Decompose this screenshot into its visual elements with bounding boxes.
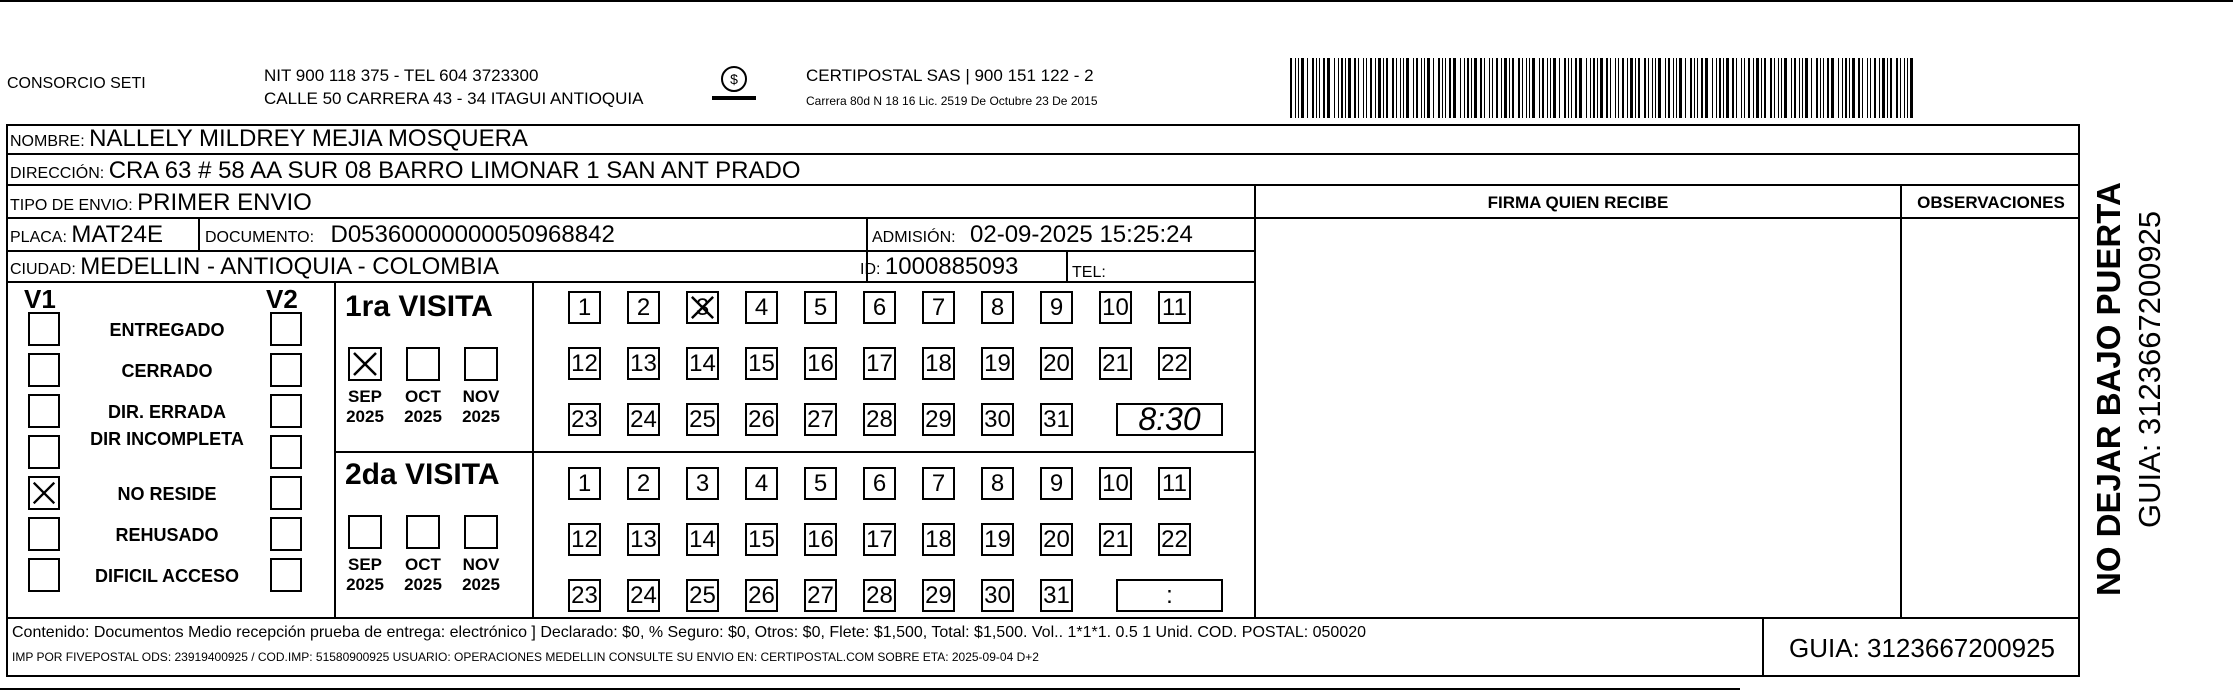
day-box-31[interactable]: 31	[1040, 579, 1073, 612]
nombre-field	[10, 125, 528, 153]
v2-checkbox-6[interactable]	[270, 558, 302, 592]
v2-label: V2	[266, 284, 298, 314]
day-box-5[interactable]: 5	[804, 467, 837, 500]
day-box-30[interactable]: 30	[981, 403, 1014, 436]
row-line-3b	[1256, 217, 2080, 219]
day-box-9[interactable]: 9	[1040, 467, 1073, 500]
day-box-7[interactable]: 7	[922, 467, 955, 500]
time-box[interactable]: 8:30	[1116, 403, 1223, 436]
day-box-30[interactable]: 30	[981, 579, 1014, 612]
month-checkbox-oct[interactable]	[406, 347, 440, 381]
day-box-21[interactable]: 21	[1099, 523, 1132, 556]
day-box-4[interactable]: 4	[745, 291, 778, 324]
day-box-9[interactable]: 9	[1040, 291, 1073, 324]
second-visit-title: 2da VISITA	[345, 458, 500, 491]
day-box-6[interactable]: 6	[863, 291, 896, 324]
day-box-8[interactable]: 8	[981, 467, 1014, 500]
month-checkbox-sep[interactable]	[348, 515, 382, 549]
status-label: DIFICIL ACCESO	[94, 566, 239, 586]
tel-divider	[1066, 250, 1068, 283]
day-box-25[interactable]: 25	[686, 579, 719, 612]
day-box-19[interactable]: 19	[981, 523, 1014, 556]
day-box-1[interactable]: 1	[568, 291, 601, 324]
first-visit-title: 1ra VISITA	[345, 290, 493, 323]
v2-checkbox-3[interactable]	[270, 435, 302, 469]
month-label: SEP 2025	[346, 387, 384, 426]
direccion-label: DIRECCIÓN:	[10, 165, 105, 182]
id-value: 1000885093	[884, 253, 1019, 280]
v2-checkbox-0[interactable]	[270, 312, 302, 346]
day-box-15[interactable]: 15	[745, 523, 778, 556]
visit-divider-left	[334, 283, 336, 617]
v1-checkbox-1[interactable]	[28, 353, 60, 387]
status-label: REHUSADO	[115, 525, 219, 545]
v2-checkbox-1[interactable]	[270, 353, 302, 387]
day-box-14[interactable]: 14	[686, 347, 719, 380]
contenido-text: Contenido: Documentos Medio recepción prueba de entrega: electrónico ] Declarado: $0, % Seguro: $0, Otros: $0, Flete: $1,500, Total: $1,500. Vol.. 1*1*1. 0.5 1 Unid. COD. POSTAL: 050020	[12, 624, 1366, 641]
day-box-19[interactable]: 19	[981, 347, 1014, 380]
day-box-2[interactable]: 2	[627, 467, 660, 500]
ciudad-field	[10, 253, 499, 281]
status-label: DIR. ERRADA	[107, 402, 226, 422]
v2-checkbox-4[interactable]	[270, 476, 302, 510]
day-box-22[interactable]: 22	[1158, 347, 1191, 380]
firma-header: FIRMA QUIEN RECIBE	[1487, 193, 1669, 212]
day-box-14[interactable]: 14	[686, 523, 719, 556]
firma-divider	[1254, 184, 1256, 617]
status-label: CERRADO	[121, 361, 213, 381]
day-box-3[interactable]: 3	[686, 467, 719, 500]
tipo-field	[10, 189, 312, 217]
day-box-3[interactable]: 3	[686, 291, 719, 324]
day-box-17[interactable]: 17	[863, 523, 896, 556]
day-box-18[interactable]: 18	[922, 523, 955, 556]
month-label: OCT 2025	[404, 555, 442, 594]
certipostal-logo	[706, 62, 762, 108]
certipostal-sub: Carrera 80d N 18 16 Lic. 2519 De Octubre 23 De 2015	[806, 94, 1098, 108]
row-line-4	[6, 250, 1256, 252]
month-checkbox-nov[interactable]	[464, 515, 498, 549]
day-box-28[interactable]: 28	[863, 579, 896, 612]
side-guia: GUIA: 3123667200925	[2132, 210, 2167, 528]
day-box-26[interactable]: 26	[745, 579, 778, 612]
nit-line: NIT 900 118 375 - TEL 604 3723300	[264, 66, 539, 85]
svg-text:$: $	[730, 71, 738, 87]
day-box-21[interactable]: 21	[1099, 347, 1132, 380]
placa-field	[10, 221, 163, 249]
side-warning: NO DEJAR BAJO PUERTA	[2090, 182, 2127, 596]
day-box-26[interactable]: 26	[745, 403, 778, 436]
day-box-5[interactable]: 5	[804, 291, 837, 324]
day-box-20[interactable]: 20	[1040, 347, 1073, 380]
day-box-28[interactable]: 28	[863, 403, 896, 436]
month-checkbox-sep[interactable]	[348, 347, 382, 381]
day-box-16[interactable]: 16	[804, 347, 837, 380]
direccion-value: CRA 63 # 58 AA SUR 08 BARRO LIMONAR 1 SAN ANT PRADO	[108, 157, 801, 184]
day-box-27[interactable]: 27	[804, 579, 837, 612]
month-label: NOV 2025	[462, 387, 500, 426]
documento-field	[205, 221, 615, 249]
barcode	[1290, 58, 1920, 118]
day-box-10[interactable]: 10	[1099, 291, 1132, 324]
day-box-11[interactable]: 11	[1158, 467, 1191, 500]
month-label: OCT 2025	[404, 387, 442, 426]
tipo-label: TIPO DE ENVIO:	[10, 197, 133, 214]
v1-checkbox-3[interactable]	[28, 435, 60, 469]
v1-checkbox-0[interactable]	[28, 312, 60, 346]
tipo-value: PRIMER ENVIO	[137, 189, 312, 216]
status-label: DIR INCOMPLETA	[90, 429, 244, 449]
day-box-29[interactable]: 29	[922, 579, 955, 612]
visit-divider-h	[334, 451, 1254, 453]
footer-line	[6, 617, 2080, 619]
day-box-12[interactable]: 12	[568, 523, 601, 556]
v2-checkbox-2[interactable]	[270, 394, 302, 428]
v1-label: V1	[24, 284, 56, 314]
day-box-4[interactable]: 4	[745, 467, 778, 500]
day-box-13[interactable]: 13	[627, 523, 660, 556]
direccion-field	[10, 157, 801, 185]
placa-divider	[198, 217, 200, 251]
v1-checkbox-5[interactable]	[28, 517, 60, 551]
day-box-27[interactable]: 27	[804, 403, 837, 436]
v1-checkbox-4[interactable]	[28, 476, 60, 510]
address-line: CALLE 50 CARRERA 43 - 34 ITAGUI ANTIOQUIA	[264, 89, 644, 108]
month-checkbox-nov[interactable]	[464, 347, 498, 381]
top-rule	[0, 0, 2233, 2]
certipostal-line: CERTIPOSTAL SAS | 900 151 122 - 2	[806, 66, 1094, 85]
day-box-22[interactable]: 22	[1158, 523, 1191, 556]
day-box-31[interactable]: 31	[1040, 403, 1073, 436]
day-box-23[interactable]: 23	[568, 579, 601, 612]
admision-value: 02-09-2025 15:25:24	[970, 221, 1193, 248]
observaciones-header: OBSERVACIONES	[1917, 193, 2065, 212]
day-box-1[interactable]: 1	[568, 467, 601, 500]
day-box-13[interactable]: 13	[627, 347, 660, 380]
placa-value: MAT24E	[71, 221, 163, 248]
nombre-value: NALLELY MILDREY MEJIA MOSQUERA	[89, 125, 528, 152]
ciudad-value: MEDELLIN - ANTIOQUIA - COLOMBIA	[80, 253, 499, 280]
day-box-25[interactable]: 25	[686, 403, 719, 436]
visit-divider-mid	[532, 283, 534, 617]
tel-field	[1072, 256, 1106, 284]
month-checkbox-oct[interactable]	[406, 515, 440, 549]
ciudad-label: CIUDAD:	[10, 261, 76, 278]
placa-label: PLACA:	[10, 229, 67, 246]
month-label: SEP 2025	[346, 555, 384, 594]
admision-label: ADMISIÓN:	[872, 229, 956, 246]
day-box-24[interactable]: 24	[627, 579, 660, 612]
v1-checkbox-2[interactable]	[28, 394, 60, 428]
bottom-rule	[0, 688, 1740, 690]
day-box-24[interactable]: 24	[627, 403, 660, 436]
row-line-3	[6, 217, 1256, 219]
day-box-8[interactable]: 8	[981, 291, 1014, 324]
day-box-23[interactable]: 23	[568, 403, 601, 436]
time-box[interactable]: :	[1116, 579, 1223, 612]
id-field	[860, 253, 1018, 281]
day-box-16[interactable]: 16	[804, 523, 837, 556]
obs-divider	[1900, 184, 1902, 617]
v2-checkbox-5[interactable]	[270, 517, 302, 551]
day-box-17[interactable]: 17	[863, 347, 896, 380]
documento-label: DOCUMENTO:	[205, 229, 315, 246]
documento-value: D05360000000050968842	[330, 221, 615, 248]
status-label: NO RESIDE	[117, 484, 217, 504]
day-box-10[interactable]: 10	[1099, 467, 1132, 500]
guia-footer: GUIA: 3123667200925	[1789, 633, 2055, 663]
day-box-20[interactable]: 20	[1040, 523, 1073, 556]
id-label: ID:	[860, 261, 881, 278]
imp-text: IMP POR FIVEPOSTAL ODS: 23919400925 / COD.IMP: 51580900925 USUARIO: OPERACIONES MEDELLIN CONSULTE SU ENVIO EN: CERTIPOSTAL.COM SOBRE ETA: 2025-09-04 D+2	[12, 650, 1039, 664]
status-label: ENTREGADO	[109, 320, 225, 340]
day-box-15[interactable]: 15	[745, 347, 778, 380]
day-box-6[interactable]: 6	[863, 467, 896, 500]
admision-field	[872, 221, 1193, 249]
row-line-1	[6, 153, 2080, 155]
day-box-2[interactable]: 2	[627, 291, 660, 324]
day-box-11[interactable]: 11	[1158, 291, 1191, 324]
month-label: NOV 2025	[462, 555, 500, 594]
day-box-18[interactable]: 18	[922, 347, 955, 380]
tel-label: TEL:	[1072, 264, 1106, 281]
day-box-12[interactable]: 12	[568, 347, 601, 380]
day-box-29[interactable]: 29	[922, 403, 955, 436]
row-line-5	[6, 281, 1256, 283]
v1-checkbox-6[interactable]	[28, 558, 60, 592]
nombre-label: NOMBRE:	[10, 133, 85, 150]
day-box-7[interactable]: 7	[922, 291, 955, 324]
company-name: CONSORCIO SETI	[7, 75, 146, 92]
